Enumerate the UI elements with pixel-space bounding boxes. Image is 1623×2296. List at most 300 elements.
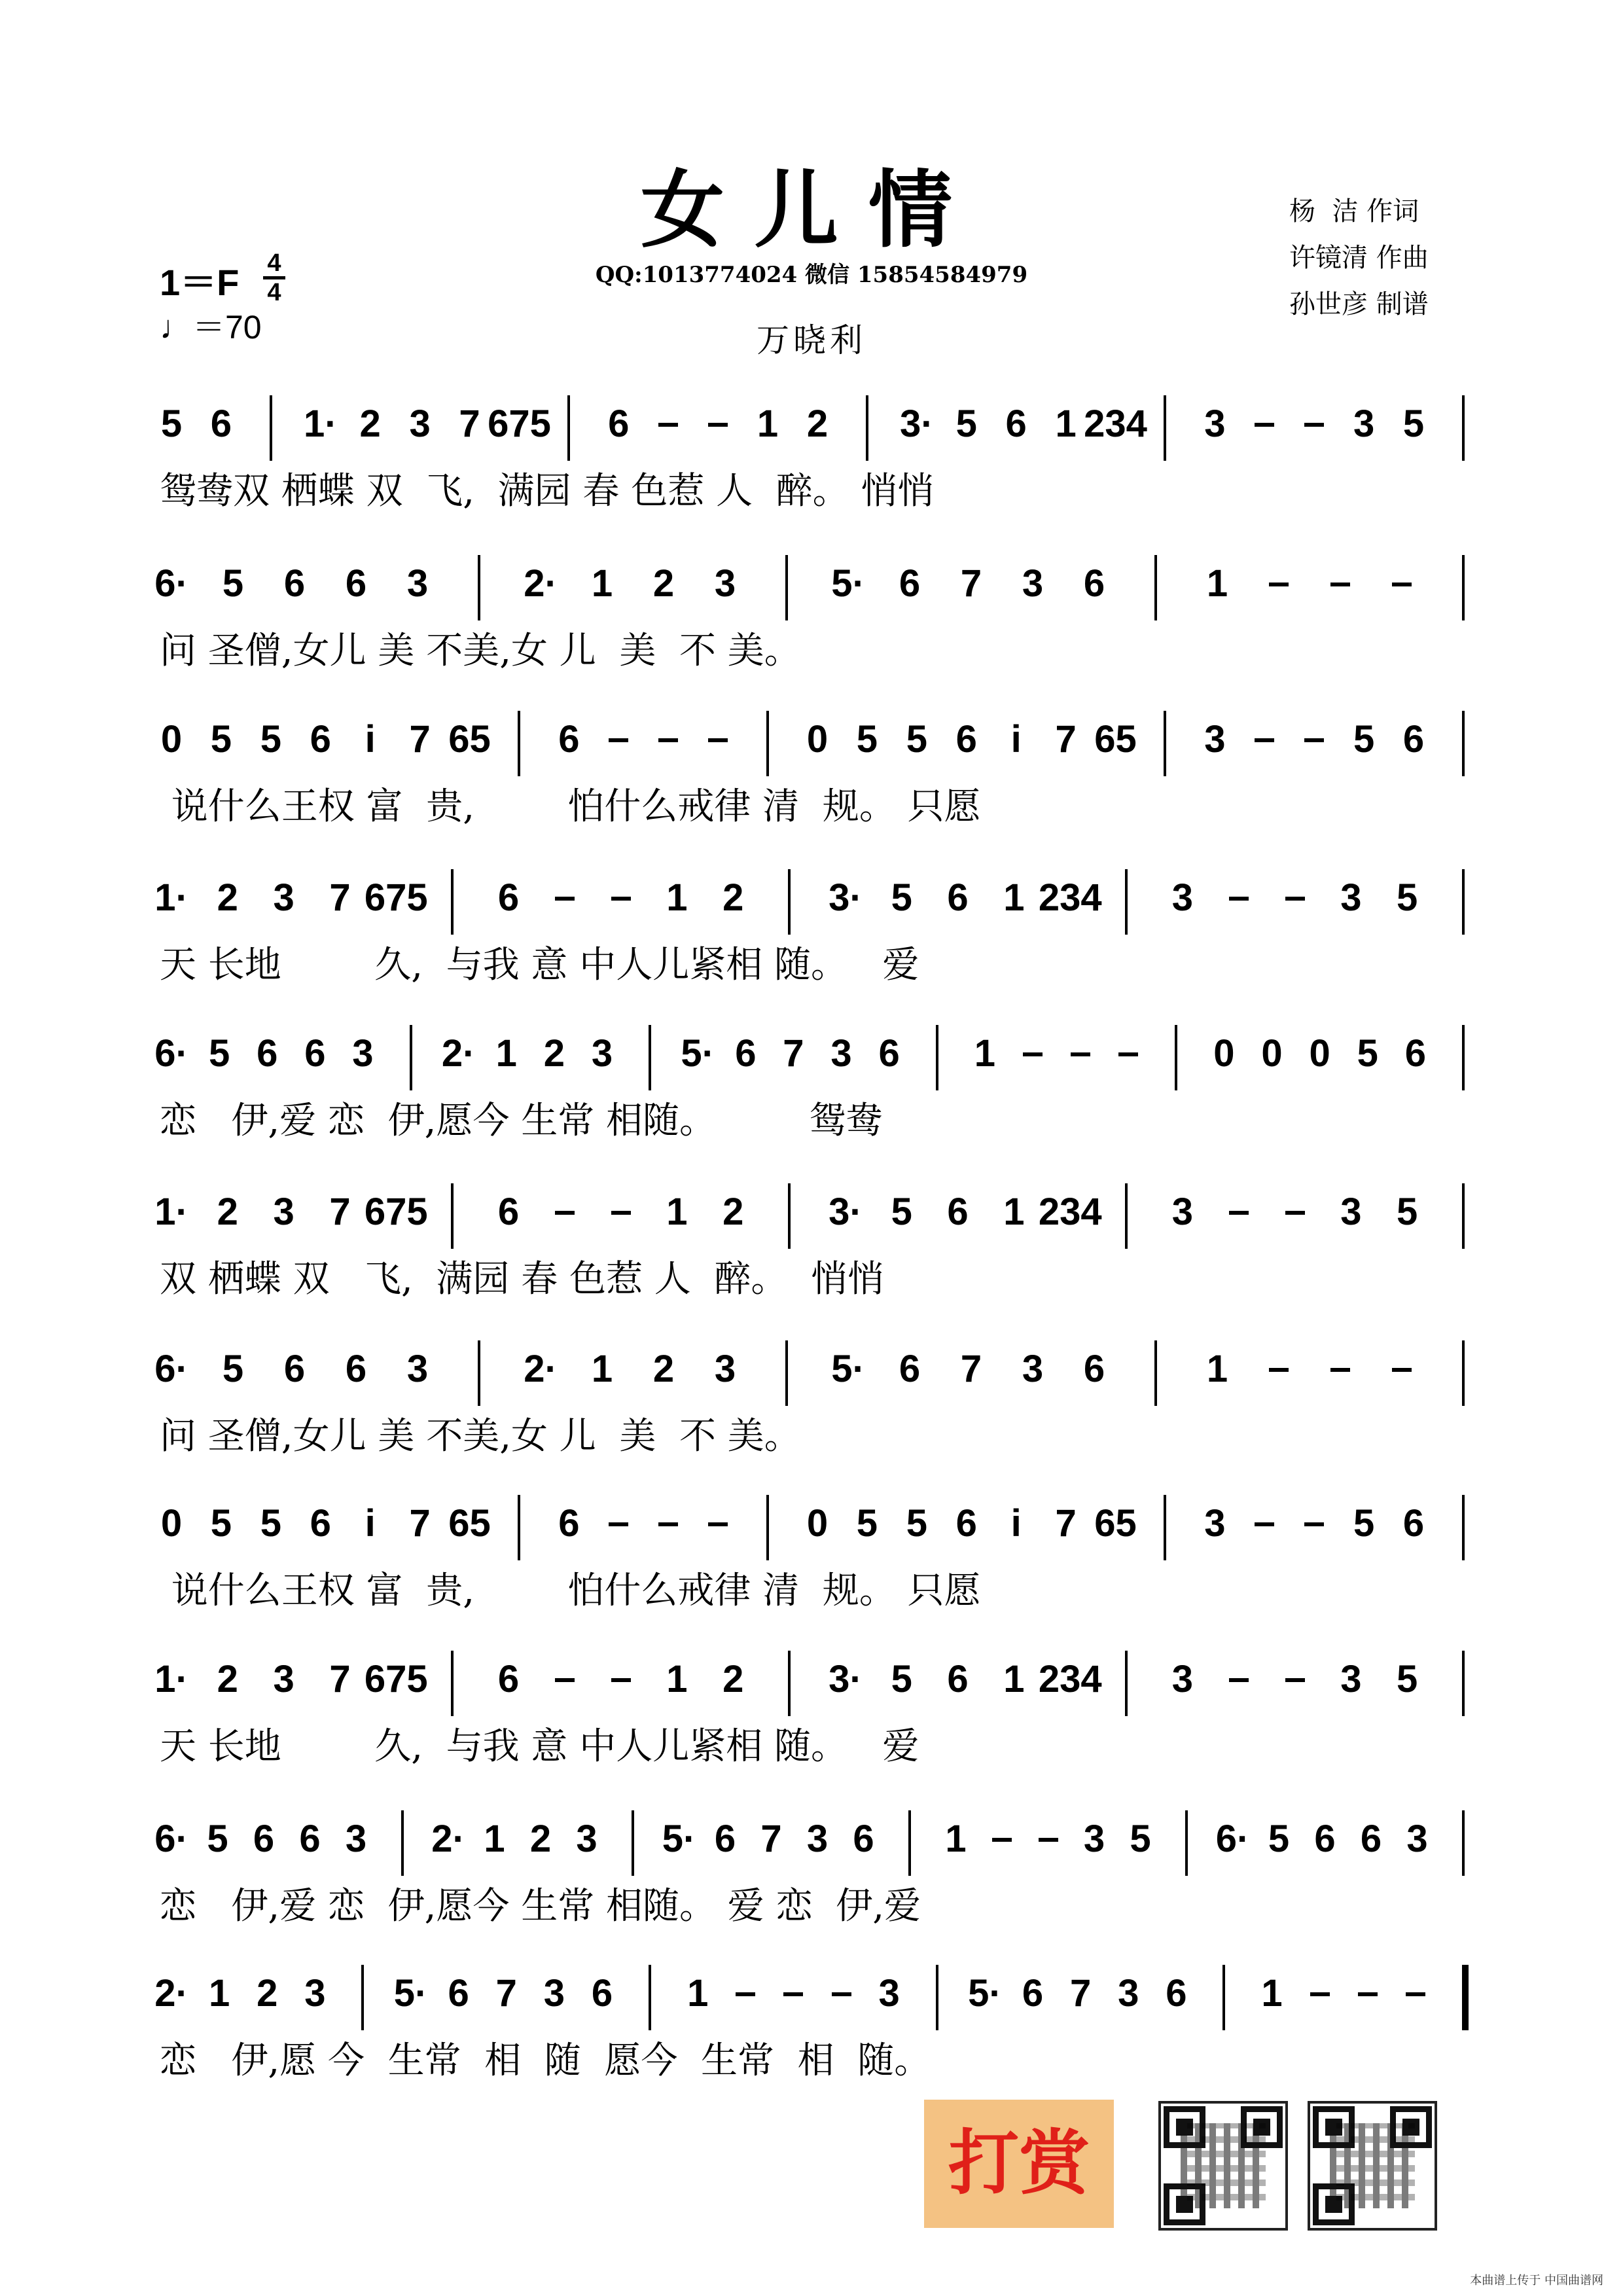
barline xyxy=(478,1340,480,1406)
note: 1 xyxy=(666,1658,688,1700)
note: 7 xyxy=(1055,1502,1077,1545)
note: 3 xyxy=(806,1818,829,1860)
note: 7 xyxy=(760,1818,782,1860)
note: 5 xyxy=(260,718,281,761)
note: 6 xyxy=(310,1502,331,1545)
lyric-line: 问 圣僧,女儿 美 不美,女 儿 美 不 美。 xyxy=(160,1415,801,1458)
barline xyxy=(1462,711,1465,776)
barline xyxy=(1164,1495,1166,1560)
note: 1 xyxy=(591,562,613,605)
note: 6 xyxy=(1022,1972,1044,2015)
credits xyxy=(1289,188,1429,328)
note: 7 xyxy=(459,403,480,445)
note: 3 xyxy=(1204,403,1226,445)
note: 3 xyxy=(1340,876,1362,919)
hold-dash xyxy=(1392,583,1412,586)
hold-dash xyxy=(1255,1522,1274,1526)
note: 7 xyxy=(409,718,431,761)
barline xyxy=(766,1495,769,1560)
note: 234 xyxy=(1084,403,1147,445)
note: 1· xyxy=(303,403,338,445)
note: 675 xyxy=(364,1191,428,1233)
note: 5 xyxy=(210,1502,232,1545)
note: 3 xyxy=(1406,1818,1428,1860)
note: 3 xyxy=(1340,1658,1362,1700)
note: 0 xyxy=(160,1502,183,1545)
note: 6· xyxy=(154,1032,188,1075)
note: 234 xyxy=(1038,1191,1102,1233)
qr-code-icon[interactable] xyxy=(1308,2101,1437,2231)
note: 3 xyxy=(406,562,429,605)
hold-dash xyxy=(1285,897,1305,901)
barline xyxy=(785,555,788,620)
note: 5 xyxy=(260,1502,281,1545)
barline xyxy=(1164,711,1166,776)
note: 5 xyxy=(1130,1818,1151,1860)
note: 3 xyxy=(409,403,431,445)
hold-dash xyxy=(611,1211,631,1215)
note: 6 xyxy=(1083,1348,1105,1390)
note: 6 xyxy=(735,1032,757,1075)
note: 5 xyxy=(1397,1658,1418,1700)
lyric-line: 恋 伊,爱 恋 伊,愿今 生常 相随。 爱 恋 伊,爱 xyxy=(160,1885,921,1928)
hold-dash xyxy=(708,423,728,427)
note: 6 xyxy=(608,403,630,445)
note: 3 xyxy=(1340,1191,1362,1233)
note: 2 xyxy=(652,562,675,605)
note: 6· xyxy=(154,562,188,605)
barline xyxy=(788,869,791,935)
note: 1 xyxy=(484,1818,505,1860)
hold-dash xyxy=(1330,1368,1350,1372)
note: 6 xyxy=(497,876,520,919)
hold-dash xyxy=(1071,1052,1090,1056)
barline xyxy=(1462,1183,1465,1249)
hold-dash xyxy=(736,1992,755,1996)
barline xyxy=(788,1183,791,1249)
hold-dash xyxy=(1229,897,1249,901)
note: 6 xyxy=(283,1348,306,1390)
key-signature: 1＝F xyxy=(160,262,240,303)
note: 2 xyxy=(722,876,744,919)
note: 6 xyxy=(1005,403,1027,445)
note: 1 xyxy=(974,1032,996,1075)
note: 5· xyxy=(393,1972,428,2015)
note: i xyxy=(365,718,376,761)
note: 6 xyxy=(210,403,232,445)
barline xyxy=(451,1651,454,1716)
final-barline xyxy=(1462,1965,1469,2030)
note: 6 xyxy=(558,1502,580,1545)
note: 2 xyxy=(257,1972,278,2015)
lyric-line: 天 长地 久, 与我 意 中人儿紧相 随。 爱 xyxy=(160,944,919,986)
note: 0 xyxy=(806,1502,829,1545)
barline xyxy=(567,395,570,461)
note: 2 xyxy=(217,876,238,919)
note: 6 xyxy=(257,1032,278,1075)
note: 7 xyxy=(1055,718,1077,761)
note: 0 xyxy=(1309,1032,1330,1075)
lyric-line: 恋 伊,爱 恋 伊,愿今 生常 相随。 鸳鸯 xyxy=(160,1100,883,1142)
note: 7 xyxy=(783,1032,804,1075)
note: 7 xyxy=(495,1972,517,2015)
hold-dash xyxy=(1392,1368,1412,1372)
note: 3 xyxy=(273,1658,294,1700)
note: 6 xyxy=(1166,1972,1187,2015)
tempo-value: ＝70 xyxy=(192,309,262,346)
hold-dash xyxy=(1255,423,1274,427)
note: 5· xyxy=(681,1032,715,1075)
note: 7 xyxy=(329,1191,351,1233)
note: 3· xyxy=(829,876,863,919)
barline xyxy=(936,1965,938,2030)
note: 1 xyxy=(495,1032,517,1075)
note: 7 xyxy=(329,1658,351,1700)
singer-name: 万晓利 xyxy=(757,321,866,359)
note: 0 xyxy=(1261,1032,1283,1075)
barline xyxy=(451,1183,454,1249)
barline xyxy=(401,1810,404,1876)
note: 2 xyxy=(359,403,381,445)
credit-composer: 许镜清 作曲 xyxy=(1289,243,1429,273)
note: 5 xyxy=(906,718,927,761)
hold-dash xyxy=(1310,1992,1330,1996)
note: 5 xyxy=(210,718,232,761)
note: 6 xyxy=(1402,1502,1425,1545)
hold-dash xyxy=(1269,1368,1289,1372)
barline xyxy=(1222,1965,1225,2030)
barline xyxy=(1125,1183,1128,1249)
note: 6 xyxy=(878,1032,900,1075)
note: 3 xyxy=(576,1818,597,1860)
meter-bottom: 4 xyxy=(267,279,281,306)
note: 2 xyxy=(722,1658,744,1700)
note: 5· xyxy=(968,1972,1002,2015)
note: 3 xyxy=(352,1032,374,1075)
note: 6 xyxy=(947,1191,969,1233)
hold-dash xyxy=(783,1992,803,1996)
barline xyxy=(1462,1495,1465,1560)
note: 6 xyxy=(345,1348,367,1390)
note: 3 xyxy=(830,1032,852,1075)
note: 6 xyxy=(1314,1818,1336,1860)
note: 3 xyxy=(1022,1348,1044,1390)
barline xyxy=(632,1810,634,1876)
note: 6· xyxy=(154,1818,188,1860)
note: 6 xyxy=(283,562,306,605)
hold-dash xyxy=(555,897,575,901)
note: 3 xyxy=(1083,1818,1105,1860)
barline xyxy=(1154,555,1157,620)
barline xyxy=(1125,1651,1128,1716)
note: 6· xyxy=(154,1348,188,1390)
barline xyxy=(866,395,868,461)
hold-dash xyxy=(609,738,628,742)
note: 0 xyxy=(160,718,183,761)
hold-dash xyxy=(1285,1678,1305,1682)
note: 6 xyxy=(947,876,969,919)
note: 6 xyxy=(1360,1818,1382,1860)
note: 6· xyxy=(1215,1818,1250,1860)
barline xyxy=(451,869,454,935)
contact-info: QQ:1013774024 微信 15854584979 xyxy=(595,262,1028,288)
note: 5 xyxy=(955,403,977,445)
note: 6 xyxy=(558,718,580,761)
note: 1· xyxy=(154,1658,188,1700)
lyric-line: 问 圣僧,女儿 美 不美,女 儿 美 不 美。 xyxy=(160,630,801,672)
barline xyxy=(1462,395,1465,461)
note: 6 xyxy=(253,1818,275,1860)
hold-dash xyxy=(992,1838,1012,1842)
note: 234 xyxy=(1038,876,1102,919)
note: 2 xyxy=(543,1032,565,1075)
note: 5 xyxy=(906,1502,927,1545)
note: 1 xyxy=(945,1818,967,1860)
note: 3 xyxy=(304,1972,326,2015)
note: 6 xyxy=(899,1348,921,1390)
note: 5 xyxy=(891,1658,912,1700)
note: 3 xyxy=(1171,1658,1193,1700)
hold-dash xyxy=(555,1211,575,1215)
note: 2 xyxy=(217,1658,238,1700)
hold-dash xyxy=(1269,583,1289,586)
note: 5 xyxy=(1353,1502,1375,1545)
note: 6 xyxy=(304,1032,326,1075)
quarter-note-icon: ♩ xyxy=(160,309,192,346)
note: 5 xyxy=(1402,403,1425,445)
hold-dash xyxy=(611,1678,631,1682)
hold-dash xyxy=(1118,1052,1138,1056)
lyric-line: 鸳鸯双 栖蝶 双 飞, 满园 春 色惹 人 醉。 悄悄 xyxy=(160,470,935,512)
note: 1 xyxy=(591,1348,613,1390)
note: 2· xyxy=(524,562,558,605)
note: 1 xyxy=(666,1191,688,1233)
note: 6 xyxy=(714,1818,736,1860)
note: 7 xyxy=(960,1348,982,1390)
note: 5 xyxy=(891,1191,912,1233)
hold-dash xyxy=(1304,738,1324,742)
barline xyxy=(478,555,480,620)
note: 65 xyxy=(1094,1502,1137,1545)
note: 675 xyxy=(488,403,551,445)
note: 5 xyxy=(207,1818,228,1860)
note: i xyxy=(1010,1502,1022,1545)
barline xyxy=(1462,1651,1465,1716)
note: 5 xyxy=(160,403,183,445)
barline xyxy=(1462,1810,1465,1876)
note: 6 xyxy=(955,718,977,761)
note: 3 xyxy=(1353,403,1375,445)
note: 1· xyxy=(154,1191,188,1233)
footer-note: 本曲谱上传于 中国曲谱网 xyxy=(1470,2274,1603,2287)
note: 2· xyxy=(524,1348,558,1390)
hold-dash xyxy=(1304,1522,1324,1526)
note: 6 xyxy=(899,562,921,605)
note: 6 xyxy=(1083,562,1105,605)
note: 3 xyxy=(714,562,736,605)
lyric-line: 双 栖蝶 双 飞, 满园 春 色惹 人 醉。 悄悄 xyxy=(160,1258,885,1300)
note: 5 xyxy=(856,1502,878,1545)
note: 6 xyxy=(853,1818,874,1860)
note: 1 xyxy=(1206,562,1228,605)
note: 1 xyxy=(1206,1348,1228,1390)
note: 1 xyxy=(757,403,779,445)
note: 5 xyxy=(208,1032,230,1075)
hold-dash xyxy=(1358,1992,1378,1996)
hold-dash xyxy=(658,738,678,742)
hold-dash xyxy=(611,897,631,901)
note: 5 xyxy=(1353,718,1375,761)
note: 5 xyxy=(891,876,912,919)
note: 3 xyxy=(273,1191,294,1233)
note: 0 xyxy=(806,718,829,761)
note: i xyxy=(365,1502,376,1545)
note: 2 xyxy=(652,1348,675,1390)
note: 1 xyxy=(1055,403,1077,445)
barline xyxy=(788,1651,791,1716)
note: 1 xyxy=(1261,1972,1283,2015)
hold-dash xyxy=(708,1522,728,1526)
note: 2· xyxy=(431,1818,465,1860)
note: 65 xyxy=(448,718,491,761)
note: 7 xyxy=(409,1502,431,1545)
note: 2· xyxy=(154,1972,188,2015)
note: 3 xyxy=(543,1972,565,2015)
note: 6 xyxy=(947,1658,969,1700)
note: 5 xyxy=(1268,1818,1290,1860)
hold-dash xyxy=(1304,423,1324,427)
note: 6 xyxy=(299,1818,321,1860)
note: 3 xyxy=(591,1032,613,1075)
note: 3· xyxy=(900,403,934,445)
barline xyxy=(1462,869,1465,935)
credit-arranger: 孙世彦 制谱 xyxy=(1289,289,1429,319)
note: 3 xyxy=(1204,1502,1226,1545)
hold-dash xyxy=(658,423,678,427)
hold-dash xyxy=(1229,1211,1249,1215)
note: 675 xyxy=(364,1658,428,1700)
note: 5· xyxy=(831,1348,865,1390)
barline xyxy=(649,1025,651,1090)
note: i xyxy=(1010,718,1022,761)
note: 234 xyxy=(1038,1658,1102,1700)
note: 0 xyxy=(1213,1032,1235,1075)
note: 3 xyxy=(1171,1191,1193,1233)
lyric-line: 恋 伊,愿 今 生常 相 随 愿今 生常 相 随。 xyxy=(160,2039,931,2082)
note: 6 xyxy=(1402,718,1425,761)
barline xyxy=(908,1810,911,1876)
note: 3· xyxy=(829,1658,863,1700)
note: 6 xyxy=(955,1502,977,1545)
note: 1 xyxy=(1003,876,1025,919)
hold-dash xyxy=(555,1678,575,1682)
credit-lyricist: 杨 洁 作词 xyxy=(1289,196,1419,226)
note: 7 xyxy=(960,562,982,605)
hold-dash xyxy=(708,738,728,742)
note: 1· xyxy=(154,876,188,919)
barline xyxy=(1125,869,1128,935)
hold-dash xyxy=(1229,1678,1249,1682)
note: 6 xyxy=(448,1972,469,2015)
barline xyxy=(1185,1810,1188,1876)
note: 3 xyxy=(878,1972,900,2015)
lyric-line: 天 长地 久, 与我 意 中人儿紧相 随。 爱 xyxy=(160,1725,919,1768)
song-title: 女儿情 xyxy=(640,161,982,259)
hold-dash xyxy=(1023,1052,1043,1056)
meter-top: 4 xyxy=(267,249,281,277)
note: 675 xyxy=(364,876,428,919)
note: 7 xyxy=(1069,1972,1092,2015)
note: 3 xyxy=(714,1348,736,1390)
barline xyxy=(1462,1025,1465,1090)
note: 3 xyxy=(406,1348,429,1390)
note: 6 xyxy=(310,718,331,761)
note: 3 xyxy=(1204,718,1226,761)
note: 2 xyxy=(806,403,829,445)
barline xyxy=(649,1965,651,2030)
note: 1 xyxy=(687,1972,709,2015)
barline xyxy=(936,1025,938,1090)
note: 6 xyxy=(1404,1032,1427,1075)
barline xyxy=(1154,1340,1157,1406)
note: 1 xyxy=(1003,1658,1025,1700)
barline xyxy=(361,1965,364,2030)
hold-dash xyxy=(1406,1992,1425,1996)
note: 3· xyxy=(829,1191,863,1233)
note: 2 xyxy=(722,1191,744,1233)
hold-dash xyxy=(832,1992,851,1996)
note: 3 xyxy=(345,1818,367,1860)
note: 5 xyxy=(856,718,878,761)
tip-button[interactable]: 打赏 xyxy=(924,2100,1114,2228)
tempo-marking xyxy=(160,301,262,348)
note: 65 xyxy=(448,1502,491,1545)
note: 7 xyxy=(329,876,351,919)
note: 6 xyxy=(591,1972,613,2015)
note: 2 xyxy=(217,1191,238,1233)
hold-dash xyxy=(609,1522,628,1526)
note: 5 xyxy=(1397,876,1418,919)
hold-dash xyxy=(1255,738,1274,742)
note: 2 xyxy=(529,1818,552,1860)
note: 3 xyxy=(273,876,294,919)
note: 6 xyxy=(497,1658,520,1700)
barline xyxy=(1462,1340,1465,1406)
note: 3 xyxy=(1118,1972,1139,2015)
note: 1 xyxy=(1003,1191,1025,1233)
hold-dash xyxy=(1039,1838,1058,1842)
note: 5 xyxy=(1397,1191,1418,1233)
time-signature xyxy=(263,250,285,306)
note: 6 xyxy=(497,1191,520,1233)
barline xyxy=(518,1495,520,1560)
note: 5 xyxy=(222,1348,244,1390)
barline xyxy=(1462,555,1465,620)
hold-dash xyxy=(1285,1211,1305,1215)
note: 1 xyxy=(208,1972,230,2015)
note: 3 xyxy=(1171,876,1193,919)
barline xyxy=(785,1340,788,1406)
hold-dash xyxy=(1330,583,1350,586)
note: 5 xyxy=(222,562,244,605)
note: 1 xyxy=(666,876,688,919)
note: 2· xyxy=(441,1032,476,1075)
barline xyxy=(270,395,272,461)
note: 3 xyxy=(1022,562,1044,605)
barline xyxy=(1175,1025,1177,1090)
qr-code-icon[interactable] xyxy=(1158,2101,1288,2231)
note: 5· xyxy=(831,562,865,605)
